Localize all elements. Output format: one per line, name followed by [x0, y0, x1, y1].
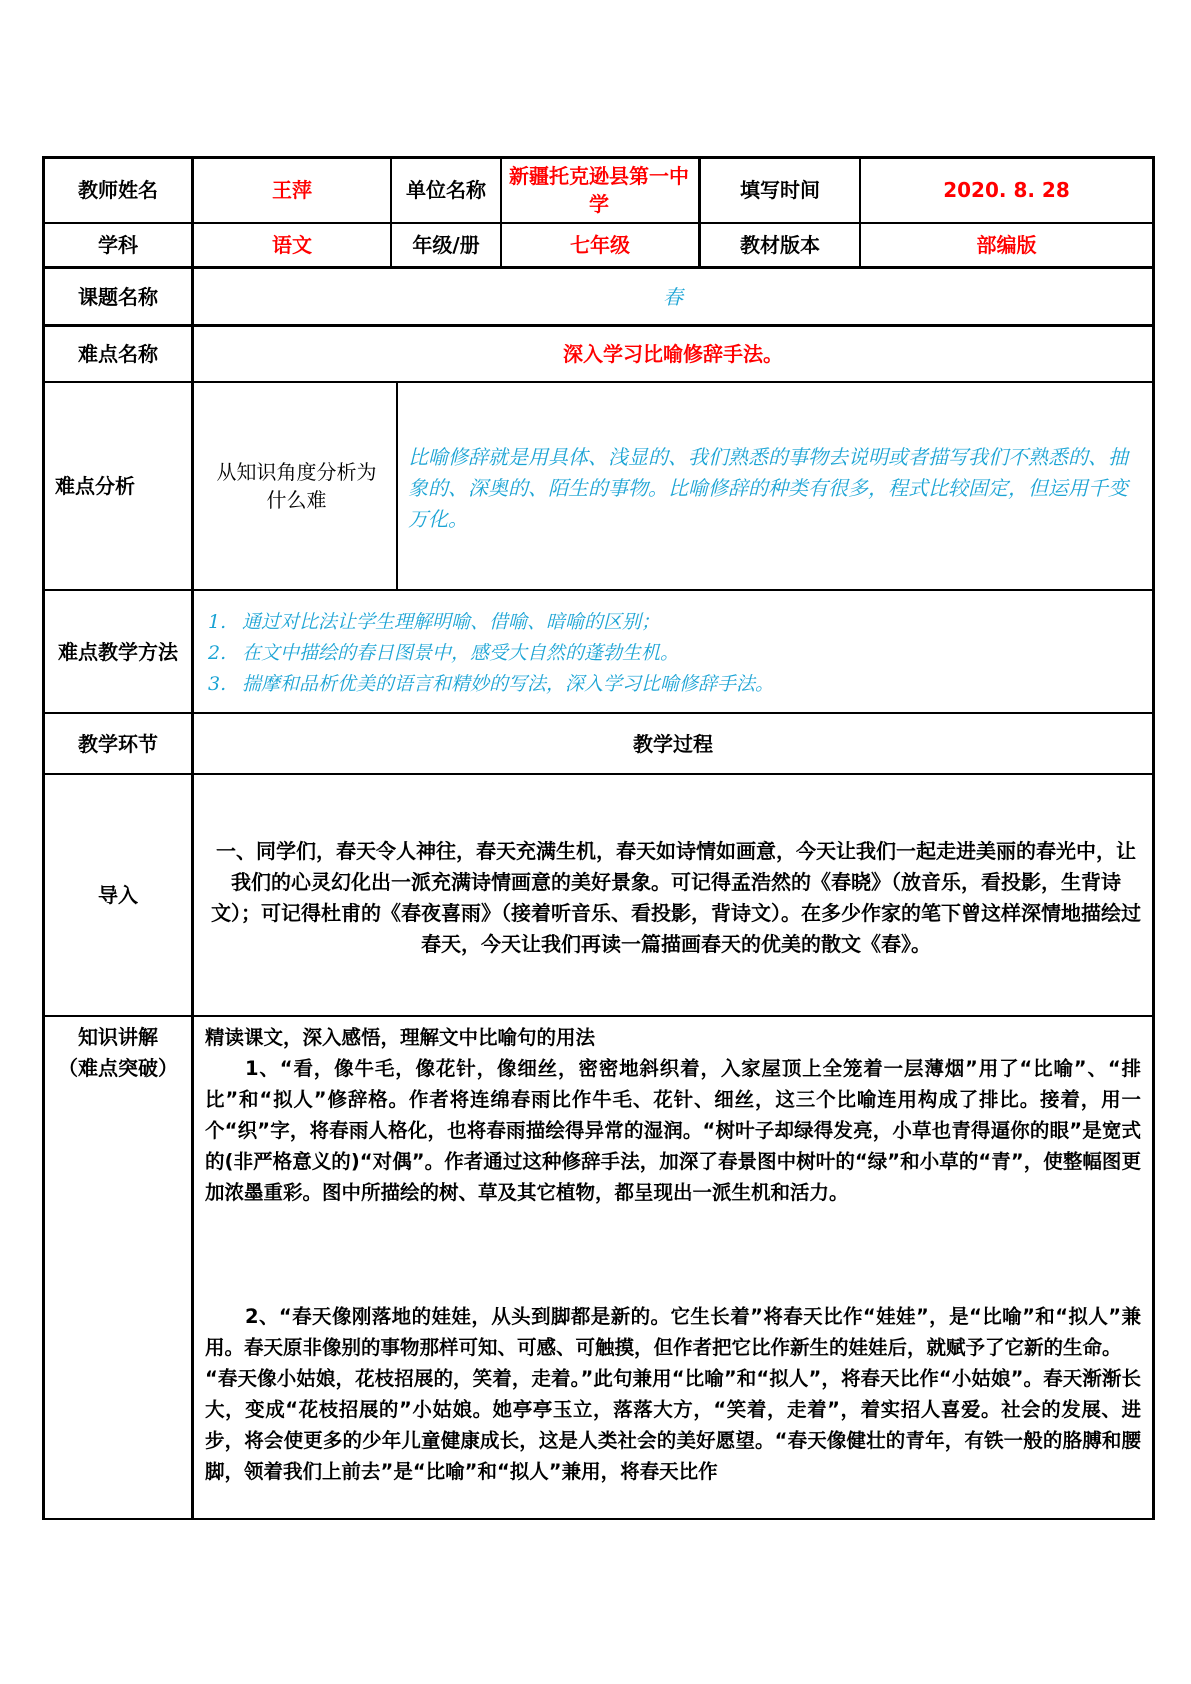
process-stage-label: 教学环节	[78, 731, 158, 756]
topic-value: 春	[663, 284, 683, 309]
knowledge-content	[205, 1022, 1141, 1487]
knowledge-paragraph-3: “春天像小姑娘，花枝招展的，笑着，走着。”此句兼用“比喻”和“拟人”，将春天比作“小姑娘”。春天渐渐长大，变成“花枝招展的”小姑娘。她亭亭玉立，落落大方，“笑着，走着”，着实招人喜爱。社会的发展、进步，将会使更多的少年儿童健康成长，这是人类社会的美好愿望。“春天像健壮的青年，有铁一般的胳膊和腰脚，领着我们上前去”是“比喻”和“拟人”兼用，将春天比作	[205, 1367, 1141, 1483]
subject-label: 学科	[98, 233, 138, 257]
method-number: 1.	[208, 611, 227, 633]
row-line-7	[42, 773, 1155, 775]
topic-label: 课题名称	[78, 284, 158, 309]
edition-label: 教材版本	[740, 233, 820, 257]
intro-text: 一、同学们，春天令人神往，春天充满生机，春天如诗情如画意，今天让我们一起走进美丽的春光中，让我们的心灵幻化出一派充满诗情画意的美好景象。可记得孟浩然的《春晓》（放音乐，看投影，生背诗文）；可记得杜甫的《春夜喜雨》（接着听音乐、看投影，背诗文）。在多少作家的笔下曾这样深情地描绘过春天，今天让我们再读一篇描画春天的优美的散文《春》。	[211, 839, 1141, 956]
teacher-name-label: 教师姓名	[78, 178, 158, 202]
intro-label: 导入	[98, 883, 138, 907]
subject-value: 语文	[272, 233, 312, 257]
method-text: 通过对比法让学生理解明喻、借喻、暗喻的区别；	[242, 611, 661, 633]
method-number: 2.	[208, 642, 227, 664]
analysis-divider	[396, 381, 398, 591]
knowledge-label-line1: 知识讲解	[78, 1025, 158, 1049]
knowledge-label	[45, 1022, 191, 1084]
analysis-text: 比喻修辞就是用具体、浅显的、我们熟悉的事物去说明或者描写我们不熟悉的、抽象的、深奥的、陌生的事物。比喻修辞的种类有很多，程式比较固定，但运用千变万化。	[408, 445, 1128, 531]
grade-label: 年级/册	[412, 233, 480, 257]
method-text: 在文中描绘的春日图景中，感受大自然的蓬勃生机。	[242, 642, 680, 664]
knowledge-paragraph-2: 2、“春天像刚落地的娃娃，从头到脚都是新的。它生长着”将春天比作“娃娃”，是“比喻”和“拟人”兼用。春天原非像别的事物那样可知、可感、可触摸，但作者把它比作新生的娃娃后，就赋予了它新的生命。	[205, 1305, 1141, 1359]
process-title: 教学过程	[633, 731, 713, 756]
teacher-name-value: 王萍	[272, 178, 312, 202]
knowledge-heading: 精读课文，深入感悟，理解文中比喻句的用法	[205, 1026, 596, 1049]
knowledge-spacer	[205, 1208, 1141, 1301]
row-line-8	[42, 1015, 1155, 1017]
row-line-4	[42, 381, 1155, 383]
row-line-5	[42, 589, 1155, 591]
grade-value: 七年级	[570, 233, 630, 257]
method-item-1	[208, 607, 1138, 638]
difficulty-value: 深入学习比喻修辞手法。	[563, 342, 783, 366]
unit-name-value: 新疆托克逊县第一中学	[509, 164, 689, 216]
difficulty-label: 难点名称	[78, 342, 158, 366]
table-border-right	[1152, 156, 1155, 1520]
table-border-bottom	[42, 1518, 1155, 1520]
edition-value: 部编版	[976, 233, 1037, 257]
knowledge-paragraph-1: 1、“看，像牛毛，像花针，像细丝，密密地斜织着，入家屋顶上全笼着一层薄烟”用了“比喻”、“排比”和“拟人”修辞格。作者将连绵春雨比作牛毛、花针、细丝，这三个比喻连用构成了排比。接着，用一个“织”字，将春雨人格化，也将春雨描绘得异常的湿润。“树叶子却绿得发亮，小草也青得逼你的眼”是宽式的(非严格意义的)“对偶”。作者通过这种修辞手法，加深了春景图中树叶的“绿”和小草的“青”，使整幅图更加浓墨重彩。图中所描绘的树、草及其它植物，都呈现出一派生机和活力。	[205, 1057, 1141, 1204]
method-number: 3.	[208, 673, 227, 695]
methods-label: 难点教学方法	[58, 639, 178, 664]
unit-name-label: 单位名称	[406, 178, 486, 202]
method-item-3	[208, 669, 1138, 700]
method-item-2	[208, 638, 1138, 669]
analysis-sub-label: 从知识角度分析为什么难	[216, 460, 377, 512]
methods-list	[208, 607, 1138, 700]
fill-date-label: 填写时间	[740, 178, 820, 202]
method-text: 揣摩和品析优美的语言和精妙的写法，深入学习比喻修辞手法。	[242, 673, 775, 695]
fill-date-value: 2020. 8. 28	[943, 178, 1070, 202]
knowledge-label-line2: （难点突破）	[58, 1056, 178, 1080]
analysis-label: 难点分析	[55, 474, 135, 498]
